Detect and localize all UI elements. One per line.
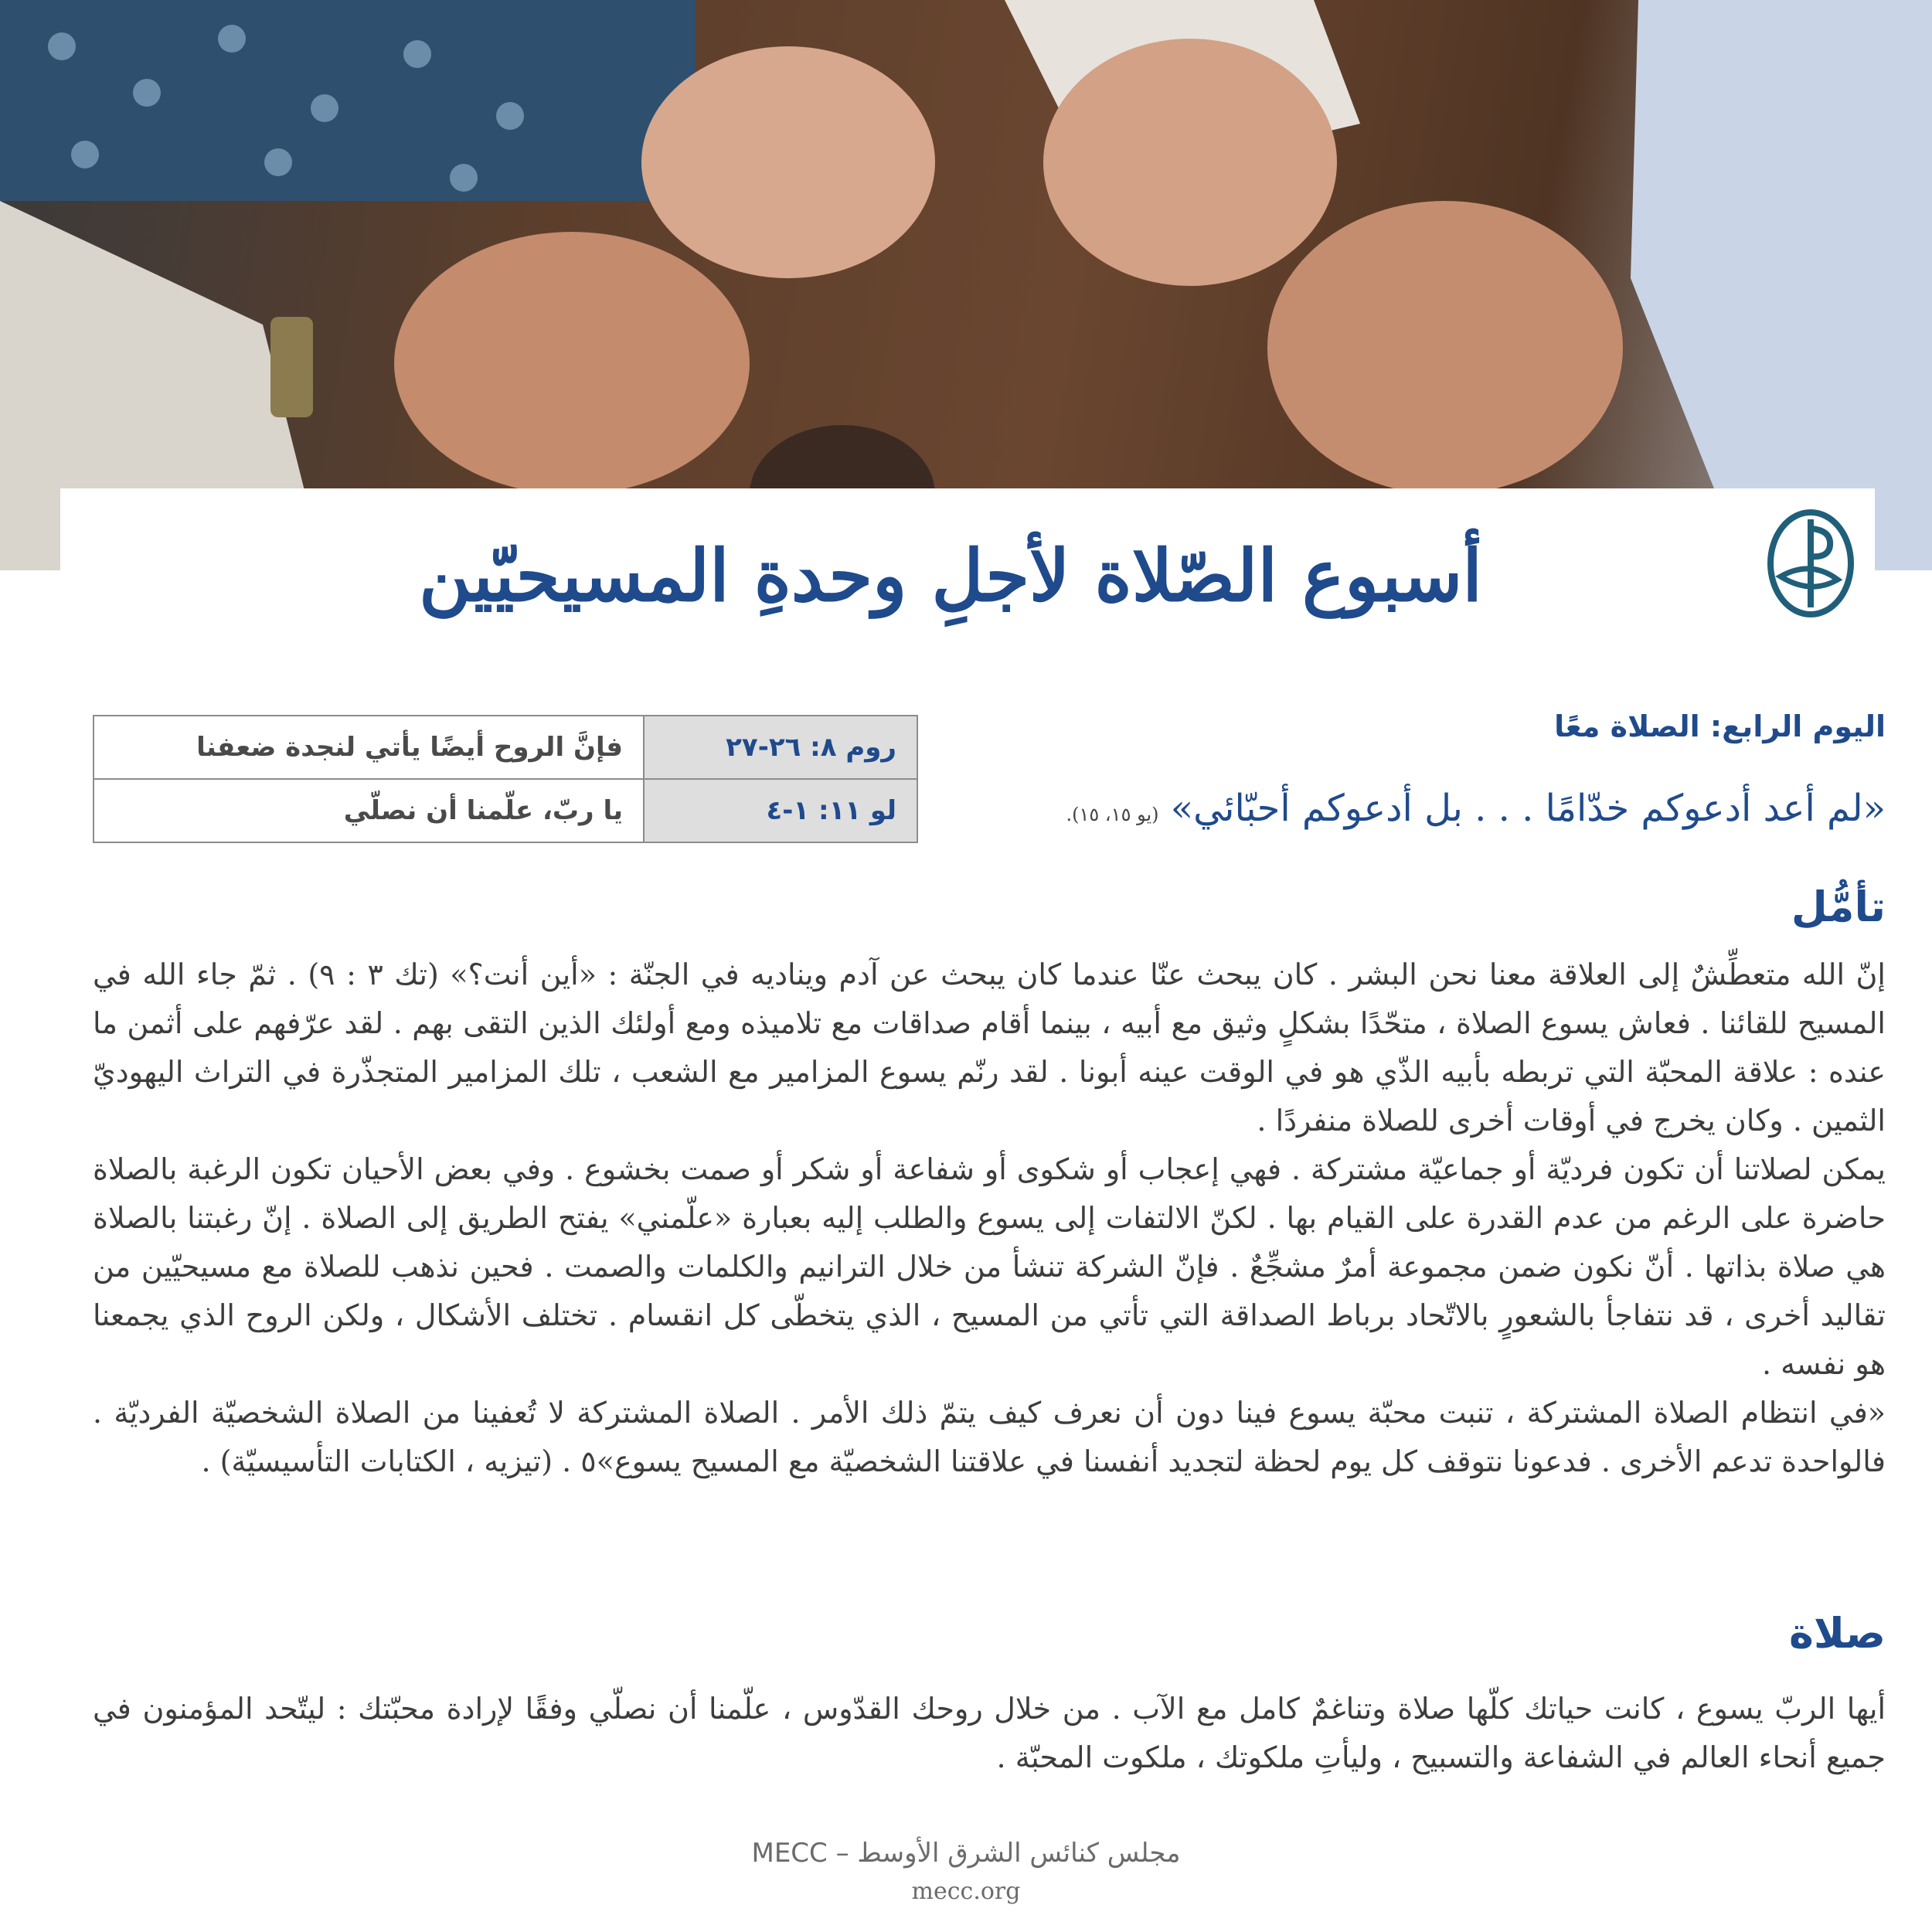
prayer-paragraph: أيها الربّ يسوع ، كانت حياتك كلّها صلاة وتناغمٌ كامل مع الآب . من خلال روحك القدّوس ، علّمنا أن نصلّي وفقًا لإرادة محبّتك : ليتّحد المؤمنون في جميع أنحاء العالم في الشفاعة والتسبيح ، وليأتِ ملكوتك ، ملكوت المحبّة . (93, 1692, 1886, 1774)
footer-url[interactable]: mecc.org (911, 1878, 1021, 1905)
table-row (94, 779, 917, 842)
mecc-cross-fish-logo-icon (1767, 509, 1855, 618)
reference-text-cell: يا ربّ، علّمنا أن نصلّي (94, 779, 644, 842)
reflection-paragraph: يمكن لصلاتنا أن تكون فرديّة أو جماعيّة مشتركة . فهي إعجاب أو شكوى أو شفاعة أو شكر أو صمت بخشوع . وفي بعض الأحيان تكون الرغبة بالصلاة حاضرة على الرغم من عدم القدرة على القيام بها . لكنّ الالتفات إلى يسوع والطلب إليه بعبارة «علّمني» يفتح الطريق إلى الصلاة . إنّ رغبتنا بالصلاة هي صلاة بذاتها . أنّ نكون ضمن مجموعة أمرٌ مشجِّعٌ . فإنّ الشركة تنشأ من خلال الترانيم والكلمات والصمت . فحين نذهب للصلاة مع مسيحيّين من تقاليد أخرى ، قد نتفاجأ بالشعورٍ بالاتّحاد برباط الصداقة التي تأتي من المسيح ، الذي يتخطّى كل انقسام . تختلف الأشكال ، ولكن الروح الذي يجمعنا هو نفسه . (93, 1152, 1886, 1381)
day-heading: اليوم الرابع: الصلاة معًا (1554, 709, 1886, 743)
prayer-title: صلاة (1788, 1609, 1886, 1658)
footer-organization: مجلس كنائس الشرق الأوسط – MECC (751, 1838, 1181, 1869)
scripture-references-table (93, 715, 918, 843)
hand-bottom-right (1267, 201, 1623, 495)
reference-text-cell: فإنَّ الروح أيضًا يأتي لنجدة ضعفنا (94, 716, 644, 779)
hero-photo (0, 0, 1932, 570)
table-row (94, 716, 917, 779)
verse-reference: (يو ١٥، ١٥). (1066, 804, 1159, 825)
page-title: أسبوع الصّلاة لأجلِ وحدةِ المسيحيّين (419, 534, 1482, 617)
verse-quote: «لم أعد أدعوكم خدّامًا . . . بل أدعوكم أحبّائي» (1170, 787, 1886, 830)
hand-bottom-left (394, 232, 750, 495)
hand-top-center (641, 46, 935, 278)
praying-hands-illustration (0, 0, 1932, 570)
patterned-sleeve (0, 0, 696, 201)
prayer-body (93, 1685, 1886, 1782)
reflection-body (93, 951, 1886, 1486)
reflection-paragraph: «في انتظام الصلاة المشتركة ، تنبت محبّة يسوع فينا دون أن نعرف كيف يتمّ ذلك الأمر . الصلاة المشتركة لا تُعفينا من الصلاة الشخصيّة الفرديّة . فالواحدة تدعم الأخرى . فدعونا نتوقف كل يوم لحظة لتجديد أنفسنا في علاقتنا الشخصيّة مع المسيح يسوع»٥ . (تيزيه ، الكتابات التأسيسيّة) . (93, 1396, 1886, 1478)
wristwatch (270, 317, 313, 417)
reference-cell: روم ٨: ٢٦-٢٧ (644, 716, 917, 779)
verse-line (958, 787, 1886, 830)
blue-shirt-right (1631, 0, 1932, 570)
reflection-title: تأمُّل (1791, 883, 1886, 931)
hand-top-right (1043, 39, 1337, 286)
reflection-paragraph: إنّ الله متعطِّشٌ إلى العلاقة معنا نحن البشر . كان يبحث عنّا عندما كان يبحث عن آدم ويناديه في الجنّة : «أين أنت؟» (تك ٣ : ٩) . ثمّ جاء الله في المسيح للقائنا . فعاش يسوع الصلاة ، متحّدًا بشكلٍ وثيق مع أبيه ، بينما أقام صداقات مع تلاميذه ومع أولئك الذين التقى بهم . لقد عرّفهم على أثمن ما عنده : علاقة المحبّة التي تربطه بأبيه الذّي هو في الوقت عينه أبونا . لقد رنّم يسوع المزامير مع الشعب ، تلك المزامير المتجذّرة في التراث اليهوديّ الثمين . وكان يخرج في أوقات أخرى للصلاة منفردًا . (93, 957, 1886, 1138)
reference-cell: لو ١١: ١-٤ (644, 779, 917, 842)
